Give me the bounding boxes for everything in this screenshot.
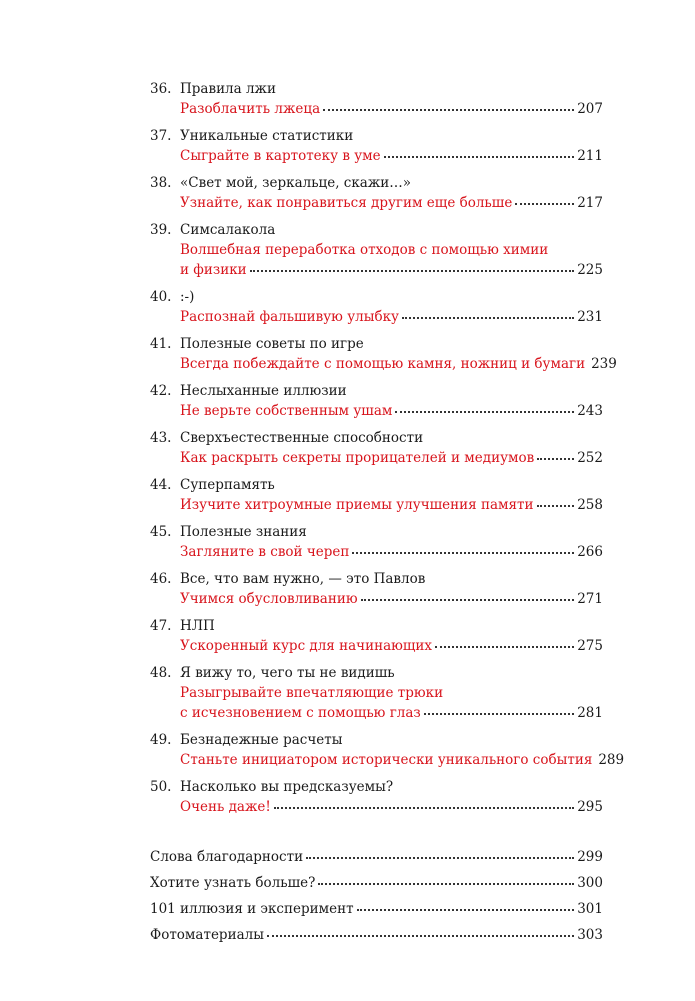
toc-entry[interactable] bbox=[150, 335, 617, 374]
toc-entry[interactable] bbox=[150, 523, 603, 562]
chapter-subtitle: Всегда побеждайте с помощью камня, ножниц и бумаги bbox=[180, 356, 586, 372]
page-number: 217 bbox=[577, 195, 603, 211]
chapter-subtitle: Изучите хитроумные приемы улучшения памяти bbox=[180, 497, 534, 513]
chapter-title: Уникальные статистики bbox=[180, 128, 354, 144]
dot-leader bbox=[384, 152, 575, 158]
toc-entry[interactable] bbox=[150, 174, 603, 213]
chapter-subtitle: Как раскрыть секреты прорицателей и медиумов bbox=[180, 450, 535, 466]
toc-entry[interactable] bbox=[150, 221, 603, 280]
toc-entry[interactable] bbox=[150, 288, 603, 327]
dot-leader bbox=[318, 879, 574, 885]
dot-leader bbox=[537, 454, 574, 460]
chapter-number: 42. bbox=[150, 383, 172, 399]
toc-entry[interactable] bbox=[150, 429, 603, 468]
chapter-subtitle: Очень даже! bbox=[180, 799, 271, 815]
chapter-number: 47. bbox=[150, 618, 172, 634]
chapter-title: :-) bbox=[180, 289, 195, 305]
chapter-title: Сверхъестественные способности bbox=[180, 430, 424, 446]
dot-leader bbox=[250, 266, 575, 272]
dot-leader bbox=[424, 709, 574, 715]
dot-leader bbox=[323, 105, 574, 111]
chapter-number: 39. bbox=[150, 222, 172, 238]
page-number: 281 bbox=[577, 705, 603, 721]
dot-leader bbox=[515, 199, 574, 205]
chapter-number: 50. bbox=[150, 779, 172, 795]
chapter-subtitle: и физики bbox=[180, 262, 247, 278]
toc-entry[interactable] bbox=[150, 617, 603, 656]
back-matter-title: Хотите узнать больше? bbox=[150, 875, 316, 891]
toc-entry[interactable] bbox=[150, 778, 603, 817]
back-matter-entry[interactable] bbox=[150, 925, 603, 945]
toc-entry[interactable] bbox=[150, 476, 603, 515]
chapter-title: Неслыханные иллюзии bbox=[180, 383, 347, 399]
page-number: 295 bbox=[577, 799, 603, 815]
back-matter-title: Фотоматериалы bbox=[150, 927, 264, 943]
toc-entry[interactable] bbox=[150, 80, 603, 119]
chapter-title: Симсалакола bbox=[180, 222, 276, 238]
chapter-title: Полезные знания bbox=[180, 524, 307, 540]
chapter-number: 41. bbox=[150, 336, 172, 352]
chapter-title: Все, что вам нужно, — это Павлов bbox=[180, 571, 426, 587]
toc-entry[interactable] bbox=[150, 664, 603, 723]
chapter-number: 43. bbox=[150, 430, 172, 446]
chapter-number: 48. bbox=[150, 665, 172, 681]
back-matter-entry[interactable] bbox=[150, 847, 603, 867]
chapter-title: Правила лжи bbox=[180, 81, 276, 97]
page-number: 271 bbox=[577, 591, 603, 607]
chapter-subtitle: Станьте инициатором исторически уникального события bbox=[180, 752, 593, 768]
back-matter-entry[interactable] bbox=[150, 873, 603, 893]
chapter-subtitle: Узнайте, как понравиться другим еще больше bbox=[180, 195, 513, 211]
page-number: 243 bbox=[577, 403, 603, 419]
page-number: 300 bbox=[577, 875, 603, 891]
chapter-title: НЛП bbox=[180, 618, 215, 634]
chapter-subtitle: Загляните в свой череп bbox=[180, 544, 350, 560]
chapter-title: Я вижу то, чего ты не видишь bbox=[180, 665, 395, 681]
chapter-number: 37. bbox=[150, 128, 172, 144]
chapter-subtitle: Не верьте собственным ушам bbox=[180, 403, 393, 419]
table-of-contents bbox=[150, 80, 625, 951]
page-number: 211 bbox=[577, 148, 603, 164]
dot-leader bbox=[361, 595, 575, 601]
chapter-subtitle: Сыграйте в картотеку в уме bbox=[180, 148, 381, 164]
dot-leader bbox=[435, 642, 574, 648]
chapter-number: 45. bbox=[150, 524, 172, 540]
dot-leader bbox=[395, 407, 574, 413]
section-spacer bbox=[150, 825, 603, 847]
dot-leader bbox=[274, 803, 574, 809]
page-number: 225 bbox=[577, 262, 603, 278]
dot-leader bbox=[537, 501, 575, 507]
toc-entry[interactable] bbox=[150, 731, 625, 770]
toc-entry[interactable] bbox=[150, 382, 603, 421]
chapter-subtitle: Разыгрывайте впечатляющие трюки bbox=[180, 685, 444, 701]
page-number: 303 bbox=[577, 927, 603, 943]
chapter-subtitle: Распознай фальшивую улыбку bbox=[180, 309, 399, 325]
back-matter-title: Слова благодарности bbox=[150, 849, 304, 865]
dot-leader bbox=[306, 853, 574, 859]
page-number: 266 bbox=[577, 544, 603, 560]
chapter-number: 38. bbox=[150, 175, 172, 191]
chapter-number: 49. bbox=[150, 732, 172, 748]
chapter-title: Насколько вы предсказуемы? bbox=[180, 779, 394, 795]
chapter-number: 44. bbox=[150, 477, 172, 493]
page-number: 207 bbox=[577, 101, 603, 117]
chapter-subtitle: Ускоренный курс для начинающих bbox=[180, 638, 433, 654]
chapter-title: Полезные советы по игре bbox=[180, 336, 364, 352]
chapter-title: Суперпамять bbox=[180, 477, 275, 493]
page-number: 239 bbox=[591, 356, 617, 372]
toc-entry[interactable] bbox=[150, 570, 603, 609]
chapter-number: 40. bbox=[150, 289, 172, 305]
page-number: 301 bbox=[577, 901, 603, 917]
page-number: 252 bbox=[577, 450, 603, 466]
toc-entry[interactable] bbox=[150, 127, 603, 166]
chapter-number: 46. bbox=[150, 571, 172, 587]
dot-leader bbox=[402, 313, 574, 319]
page-number: 299 bbox=[577, 849, 603, 865]
chapter-title: «Свет мой, зеркальце, скажи…» bbox=[180, 175, 412, 191]
page-number: 289 bbox=[598, 752, 625, 768]
dot-leader bbox=[357, 905, 575, 911]
page-number: 258 bbox=[577, 497, 603, 513]
page-number: 231 bbox=[577, 309, 603, 325]
chapter-subtitle: с исчезновением с помощью глаз bbox=[180, 705, 421, 721]
chapter-subtitle: Разоблачить лжеца bbox=[180, 101, 321, 117]
back-matter-title: 101 иллюзия и эксперимент bbox=[150, 901, 354, 917]
chapter-number: 36. bbox=[150, 81, 172, 97]
chapter-title: Безнадежные расчеты bbox=[180, 732, 343, 748]
chapter-subtitle: Волшебная переработка отходов с помощью химии bbox=[180, 242, 549, 258]
chapter-subtitle: Учимся обусловливанию bbox=[180, 591, 358, 607]
back-matter-entry[interactable] bbox=[150, 899, 603, 919]
dot-leader bbox=[267, 931, 574, 937]
page-number: 275 bbox=[577, 638, 603, 654]
dot-leader bbox=[352, 548, 574, 554]
